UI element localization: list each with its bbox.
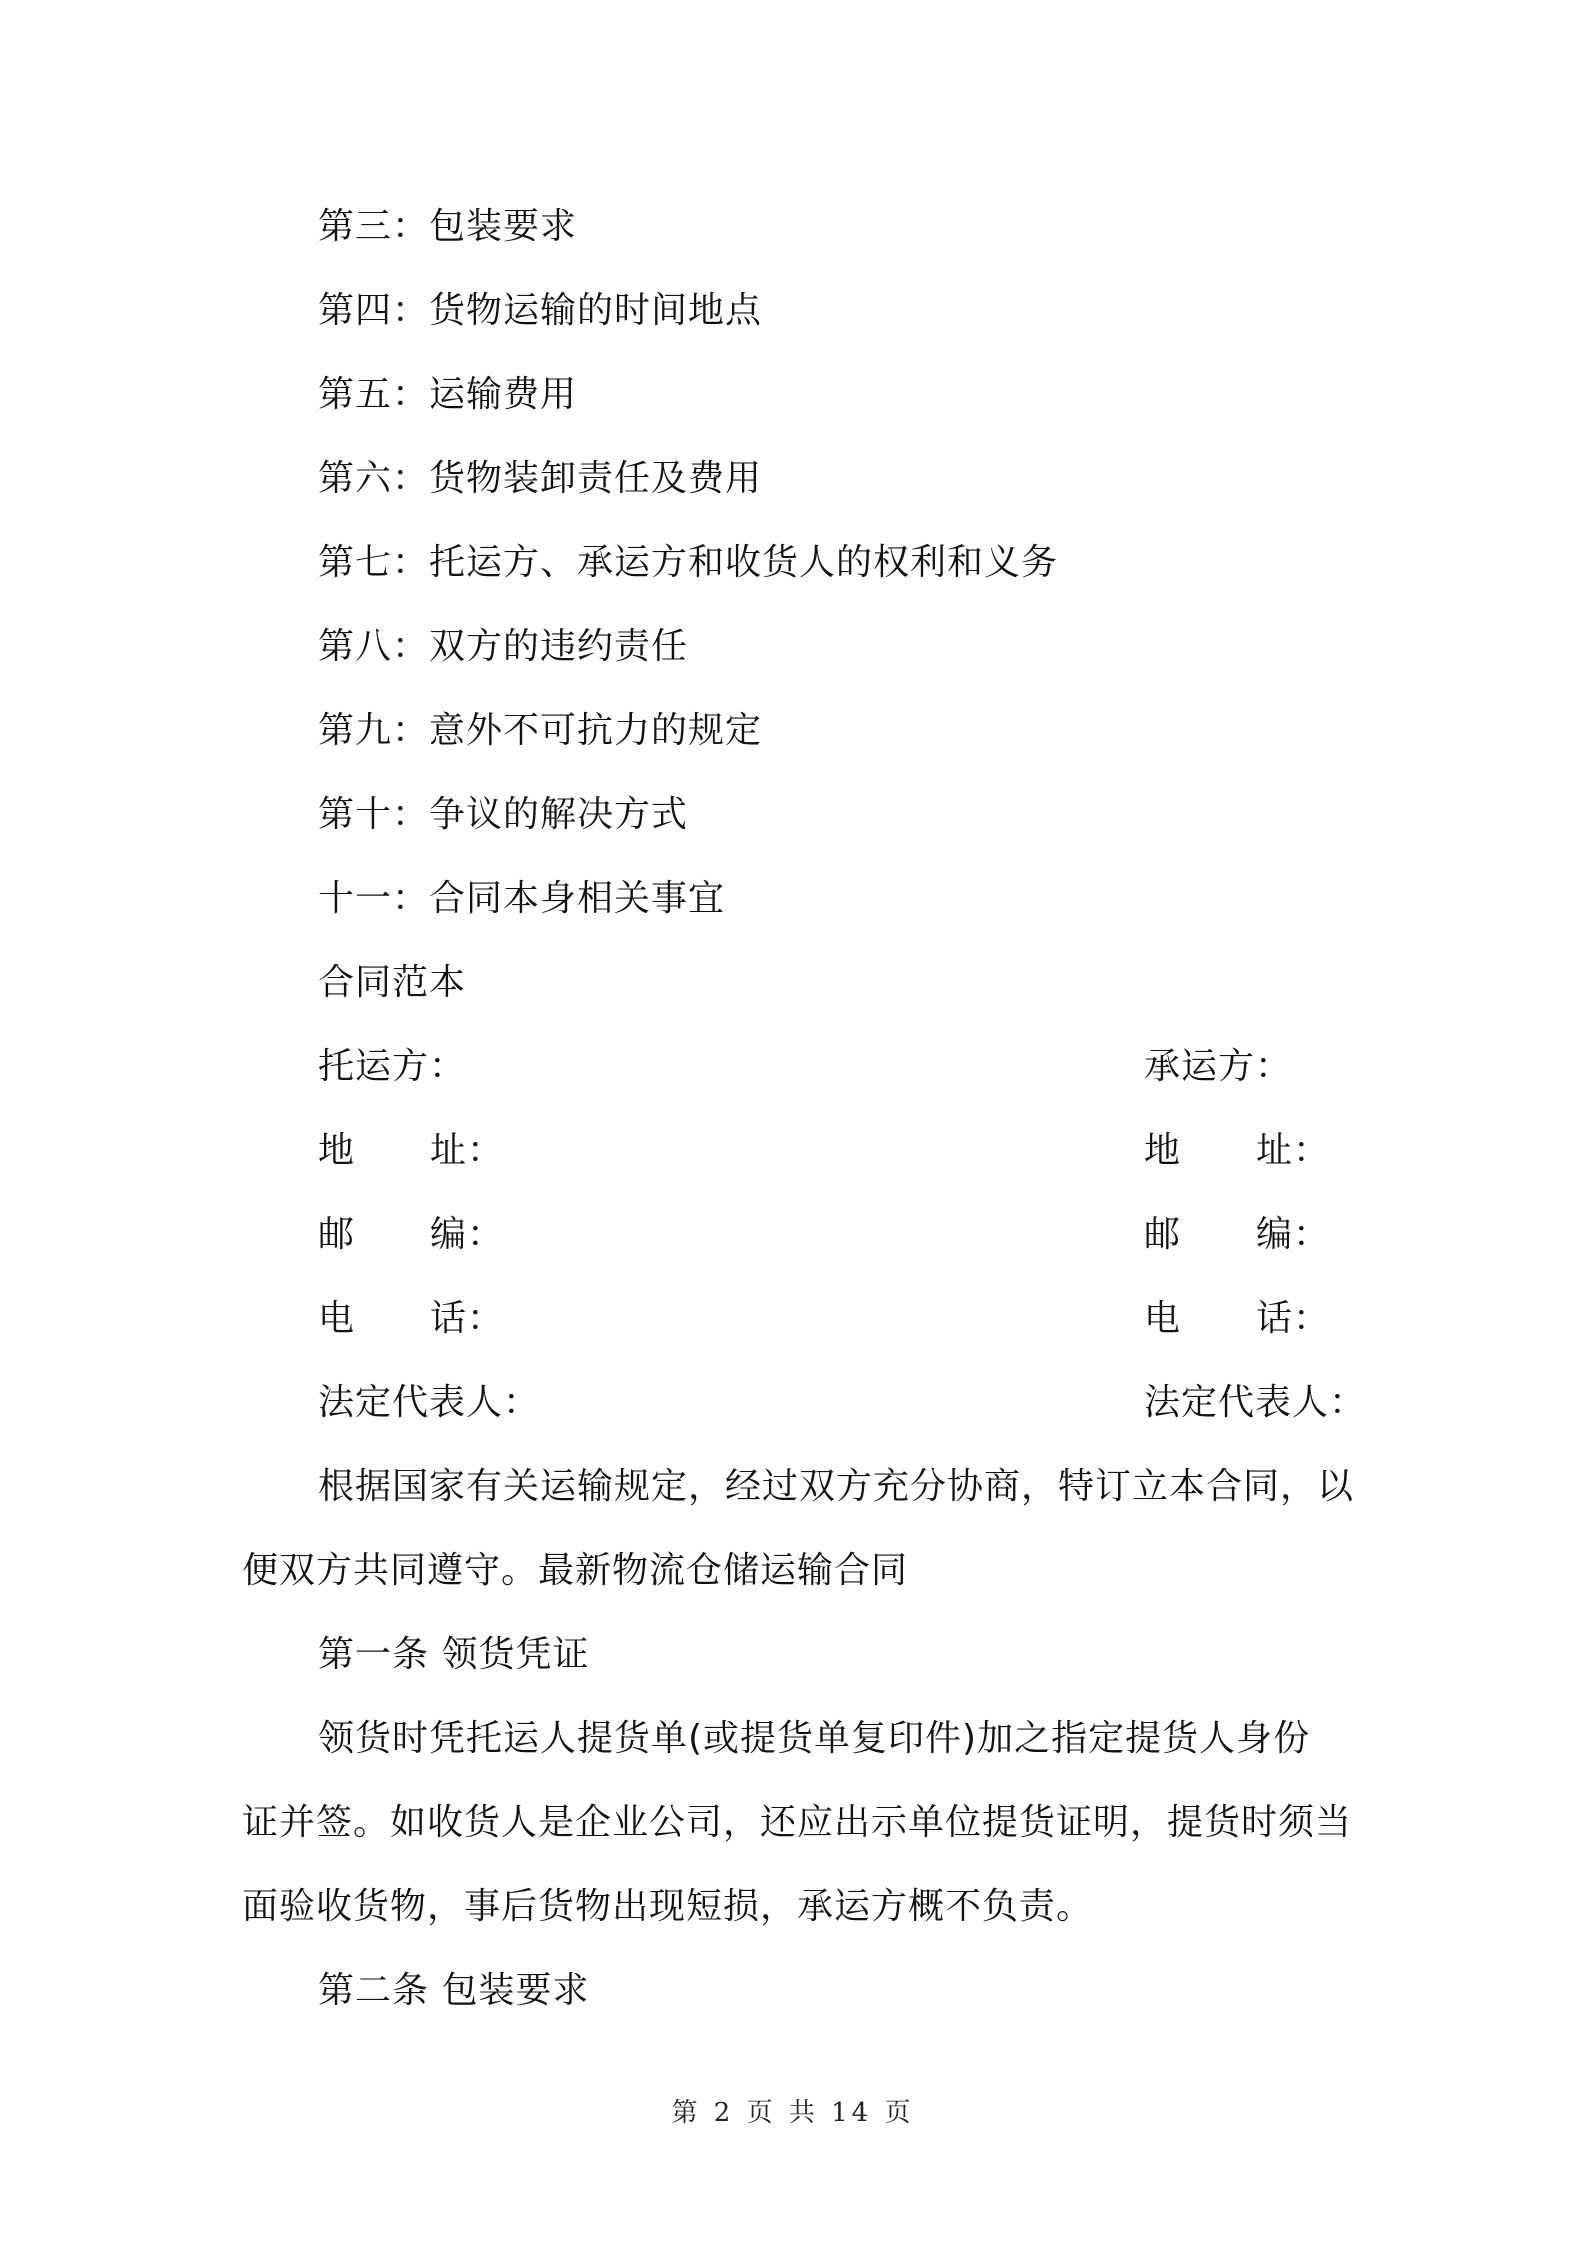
article-1-line-3: 面验收货物，事后货物出现短损，承运方概不负责。 — [242, 1886, 1094, 1927]
outline-item-4: 第四：货物运输的时间地点 — [318, 290, 763, 331]
intro-line-2: 便双方共同遵守。最新物流仓储运输合同 — [242, 1550, 909, 1591]
article-1-heading: 第一条 领货凭证 — [318, 1634, 590, 1675]
intro-line-1: 根据国家有关运输规定，经过双方充分协商，特订立本合同，以 — [318, 1466, 1355, 1507]
outline-item-10: 第十：争议的解决方式 — [318, 794, 689, 835]
carrier-address-label: 地 址： — [1144, 1130, 1331, 1171]
shipper-tel-label: 电 话： — [318, 1298, 505, 1339]
shipper-rep-label: 法定代表人： — [318, 1382, 541, 1423]
outline-item-5: 第五：运输费用 — [318, 374, 578, 415]
outline-item-11: 十一：合同本身相关事宜 — [318, 878, 726, 919]
outline-item-3: 第三：包装要求 — [318, 206, 578, 247]
carrier-label: 承运方： — [1144, 1046, 1293, 1087]
article-1-line-1: 领货时凭托运人提货单(或提货单复印件)加之指定提货人身份 — [318, 1718, 1311, 1759]
article-2-heading: 第二条 包装要求 — [318, 1970, 590, 2011]
carrier-rep-label: 法定代表人： — [1144, 1382, 1367, 1423]
carrier-tel-label: 电 话： — [1144, 1298, 1331, 1339]
shipper-zip-label: 邮 编： — [318, 1214, 505, 1255]
carrier-zip-label: 邮 编： — [1144, 1214, 1331, 1255]
outline-item-8: 第八：双方的违约责任 — [318, 626, 689, 667]
template-title: 合同范本 — [318, 962, 467, 1003]
shipper-address-label: 地 址： — [318, 1130, 505, 1171]
outline-item-9: 第九：意外不可抗力的规定 — [318, 710, 763, 751]
shipper-label: 托运方： — [318, 1046, 467, 1087]
outline-item-7: 第七：托运方、承运方和收货人的权利和义务 — [318, 542, 1059, 583]
article-1-line-2: 证并签。如收货人是企业公司，还应出示单位提货证明，提货时须当 — [242, 1802, 1353, 1843]
outline-item-6: 第六：货物装卸责任及费用 — [318, 458, 763, 499]
page-footer: 第 2 页 共 14 页 — [671, 2098, 915, 2128]
